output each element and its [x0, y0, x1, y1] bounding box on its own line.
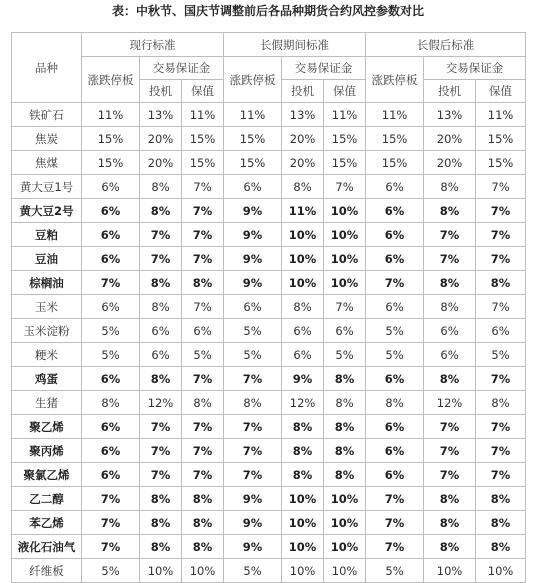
- table-cell: 7%: [424, 439, 476, 463]
- table-cell: 6%: [366, 463, 424, 487]
- table-cell: 13%: [140, 103, 182, 127]
- table-cell: 8%: [324, 415, 366, 439]
- table-cell: 8%: [182, 487, 224, 511]
- table-cell: 5%: [324, 343, 366, 367]
- table-cell: 8%: [140, 511, 182, 535]
- table-cell: 11%: [366, 103, 424, 127]
- table-cell: 10%: [424, 559, 476, 583]
- page-title: 表：中秋节、国庆节调整前后各品种期货合约风控参数对比: [111, 4, 424, 18]
- header-hedge: 保值: [476, 80, 526, 103]
- table-row: [12, 367, 526, 391]
- table-cell: 6%: [82, 415, 140, 439]
- product-name: 玉米淀粉: [12, 319, 82, 343]
- table-row: [12, 343, 526, 367]
- header-spec: 投机: [424, 80, 476, 103]
- table-cell: 7%: [476, 463, 526, 487]
- table-cell: 6%: [366, 295, 424, 319]
- product-name: 聚乙烯: [12, 415, 82, 439]
- table-cell: 9%: [224, 511, 282, 535]
- table-cell: 8%: [424, 175, 476, 199]
- table-row: [12, 199, 526, 223]
- table-cell: 7%: [82, 535, 140, 559]
- table-cell: 10%: [324, 559, 366, 583]
- table-cell: 6%: [366, 415, 424, 439]
- header-spec: 投机: [140, 80, 182, 103]
- table-cell: 7%: [324, 295, 366, 319]
- table-cell: 7%: [182, 463, 224, 487]
- table-cell: 12%: [282, 391, 324, 415]
- table-row: [12, 223, 526, 247]
- product-name: 乙二醇: [12, 487, 82, 511]
- table-cell: 7%: [424, 247, 476, 271]
- table-cell: 15%: [182, 127, 224, 151]
- product-name: 玉米: [12, 295, 82, 319]
- table-cell: 15%: [182, 151, 224, 175]
- header-hedge: 保值: [182, 80, 224, 103]
- table-cell: 8%: [140, 271, 182, 295]
- table-cell: 11%: [476, 103, 526, 127]
- table-cell: 5%: [82, 319, 140, 343]
- table-cell: 20%: [424, 151, 476, 175]
- table-cell: 20%: [282, 127, 324, 151]
- header-limit: 涨跌停板: [366, 57, 424, 103]
- table-cell: 5%: [182, 343, 224, 367]
- table-cell: 6%: [366, 199, 424, 223]
- table-cell: 7%: [140, 415, 182, 439]
- table-cell: 10%: [140, 559, 182, 583]
- product-name: 棕榈油: [12, 271, 82, 295]
- table-cell: 8%: [140, 295, 182, 319]
- table-cell: 6%: [182, 319, 224, 343]
- table-cell: 8%: [424, 367, 476, 391]
- table-cell: 7%: [182, 415, 224, 439]
- table-cell: 10%: [282, 535, 324, 559]
- table-cell: 7%: [82, 511, 140, 535]
- header-hedge: 保值: [324, 80, 366, 103]
- table-cell: 7%: [140, 247, 182, 271]
- table-cell: 7%: [366, 271, 424, 295]
- table-cell: 10%: [282, 487, 324, 511]
- table-cell: 7%: [476, 247, 526, 271]
- table-cell: 15%: [366, 151, 424, 175]
- table-cell: 7%: [366, 511, 424, 535]
- table-cell: 20%: [140, 127, 182, 151]
- table-cell: 7%: [476, 367, 526, 391]
- table-cell: 8%: [324, 463, 366, 487]
- table-cell: 6%: [366, 367, 424, 391]
- table-cell: 7%: [224, 439, 282, 463]
- header-group-current: 现行标准: [82, 33, 224, 57]
- table-cell: 8%: [140, 367, 182, 391]
- header-product: 品种: [12, 33, 82, 103]
- table-cell: 7%: [476, 223, 526, 247]
- table-cell: 7%: [476, 439, 526, 463]
- table-cell: 7%: [366, 535, 424, 559]
- table-cell: 11%: [182, 103, 224, 127]
- product-name: 聚氯乙烯: [12, 463, 82, 487]
- table-cell: 8%: [476, 271, 526, 295]
- table-row: [12, 559, 526, 583]
- table-cell: 8%: [140, 199, 182, 223]
- table-cell: 13%: [282, 103, 324, 127]
- table-cell: 5%: [476, 343, 526, 367]
- table-cell: 12%: [140, 391, 182, 415]
- table-cell: 8%: [140, 175, 182, 199]
- table-cell: 8%: [424, 535, 476, 559]
- table-cell: 20%: [140, 151, 182, 175]
- table-cell: 10%: [324, 199, 366, 223]
- table-row: [12, 415, 526, 439]
- table-cell: 8%: [282, 463, 324, 487]
- table-cell: 8%: [476, 535, 526, 559]
- table-cell: 9%: [224, 223, 282, 247]
- table-cell: 9%: [224, 247, 282, 271]
- table-cell: 5%: [224, 559, 282, 583]
- header-limit: 涨跌停板: [224, 57, 282, 103]
- table-cell: 7%: [182, 175, 224, 199]
- table-cell: 15%: [366, 127, 424, 151]
- table-cell: 8%: [424, 295, 476, 319]
- table-cell: 7%: [424, 223, 476, 247]
- table-cell: 6%: [224, 295, 282, 319]
- table-row: [12, 103, 526, 127]
- table-cell: 8%: [476, 511, 526, 535]
- table-cell: 7%: [476, 199, 526, 223]
- product-name: 聚丙烯: [12, 439, 82, 463]
- table-cell: 11%: [224, 103, 282, 127]
- header-group-after: 长假后标准: [366, 33, 526, 57]
- table-cell: 6%: [82, 463, 140, 487]
- table-cell: 13%: [424, 103, 476, 127]
- table-row: [12, 271, 526, 295]
- table-cell: 6%: [366, 175, 424, 199]
- table-cell: 5%: [224, 319, 282, 343]
- product-name: 豆粕: [12, 223, 82, 247]
- table-cell: 6%: [282, 343, 324, 367]
- table-row: [12, 295, 526, 319]
- table-cell: 6%: [324, 319, 366, 343]
- table-cell: 15%: [82, 127, 140, 151]
- table-cell: 15%: [476, 151, 526, 175]
- table-cell: 20%: [424, 127, 476, 151]
- table-cell: 8%: [424, 511, 476, 535]
- table-cell: 7%: [182, 367, 224, 391]
- product-name: 黄大豆2号: [12, 199, 82, 223]
- table-cell: 7%: [476, 415, 526, 439]
- table-cell: 6%: [476, 319, 526, 343]
- table-cell: 10%: [324, 487, 366, 511]
- table-cell: 10%: [324, 535, 366, 559]
- table-cell: 10%: [324, 271, 366, 295]
- table-cell: 11%: [324, 103, 366, 127]
- table-row: [12, 151, 526, 175]
- header-margin: 交易保证金: [282, 57, 366, 80]
- table-cell: 8%: [366, 391, 424, 415]
- table-cell: 7%: [224, 367, 282, 391]
- table-row: [12, 511, 526, 535]
- table-cell: 15%: [324, 127, 366, 151]
- table-cell: 7%: [182, 199, 224, 223]
- table-cell: 9%: [224, 535, 282, 559]
- table-row: [12, 391, 526, 415]
- header-limit: 涨跌停板: [82, 57, 140, 103]
- table-cell: 6%: [82, 367, 140, 391]
- table-cell: 10%: [324, 511, 366, 535]
- table-cell: 7%: [366, 487, 424, 511]
- table-cell: 10%: [282, 511, 324, 535]
- table-cell: 10%: [282, 247, 324, 271]
- table-cell: 6%: [140, 343, 182, 367]
- table-cell: 8%: [282, 175, 324, 199]
- table-cell: 10%: [476, 559, 526, 583]
- product-name: 黄大豆1号: [12, 175, 82, 199]
- table-cell: 6%: [282, 319, 324, 343]
- table-cell: 8%: [476, 391, 526, 415]
- product-name: 生猪: [12, 391, 82, 415]
- table-cell: 8%: [140, 535, 182, 559]
- product-name: 粳米: [12, 343, 82, 367]
- table-cell: 6%: [82, 175, 140, 199]
- table-cell: 15%: [224, 151, 282, 175]
- table-cell: 6%: [82, 199, 140, 223]
- table-cell: 5%: [366, 343, 424, 367]
- table-cell: 6%: [366, 223, 424, 247]
- table-row: [12, 463, 526, 487]
- table-cell: 10%: [324, 223, 366, 247]
- table-cell: 9%: [224, 487, 282, 511]
- product-name: 苯乙烯: [12, 511, 82, 535]
- table-cell: 6%: [366, 439, 424, 463]
- table-cell: 7%: [324, 175, 366, 199]
- table-row: [12, 487, 526, 511]
- table-cell: 7%: [224, 415, 282, 439]
- table-cell: 5%: [82, 343, 140, 367]
- table-cell: 6%: [82, 223, 140, 247]
- header-group-holiday: 长假期间标准: [224, 33, 366, 57]
- table-row: [12, 247, 526, 271]
- table-cell: 5%: [82, 559, 140, 583]
- table-cell: 7%: [140, 439, 182, 463]
- risk-parameter-table: [11, 32, 526, 583]
- table-cell: 7%: [140, 463, 182, 487]
- table-cell: 7%: [182, 223, 224, 247]
- table-cell: 8%: [324, 367, 366, 391]
- table-cell: 8%: [182, 511, 224, 535]
- table-cell: 8%: [424, 199, 476, 223]
- table-cell: 8%: [324, 439, 366, 463]
- table-cell: 15%: [224, 127, 282, 151]
- header-margin: 交易保证金: [424, 57, 526, 80]
- table-cell: 7%: [476, 295, 526, 319]
- table-cell: 15%: [476, 127, 526, 151]
- table-cell: 8%: [140, 487, 182, 511]
- table-cell: 7%: [140, 223, 182, 247]
- product-name: 液化石油气: [12, 535, 82, 559]
- table-cell: 9%: [224, 199, 282, 223]
- table-cell: 6%: [424, 343, 476, 367]
- table-cell: 20%: [282, 151, 324, 175]
- table-cell: 8%: [82, 391, 140, 415]
- table-row: [12, 175, 526, 199]
- table-cell: 7%: [82, 487, 140, 511]
- table-cell: 8%: [424, 271, 476, 295]
- table-cell: 9%: [282, 367, 324, 391]
- product-name: 纤维板: [12, 559, 82, 583]
- table-cell: 8%: [224, 391, 282, 415]
- table-row: [12, 319, 526, 343]
- table-cell: 5%: [366, 559, 424, 583]
- table-cell: 10%: [282, 223, 324, 247]
- table-cell: 6%: [366, 247, 424, 271]
- table-cell: 5%: [224, 343, 282, 367]
- header-spec: 投机: [282, 80, 324, 103]
- table-cell: 10%: [324, 247, 366, 271]
- table-cell: 7%: [424, 415, 476, 439]
- table-cell: 15%: [324, 151, 366, 175]
- table-cell: 7%: [182, 439, 224, 463]
- table-cell: 7%: [476, 175, 526, 199]
- table-cell: 8%: [424, 487, 476, 511]
- product-name: 鸡蛋: [12, 367, 82, 391]
- table-cell: 7%: [182, 295, 224, 319]
- table-row: [12, 439, 526, 463]
- table-cell: 6%: [140, 319, 182, 343]
- table-cell: 7%: [82, 271, 140, 295]
- table-cell: 10%: [282, 559, 324, 583]
- product-name: 焦炭: [12, 127, 82, 151]
- table-cell: 8%: [182, 391, 224, 415]
- table-cell: 8%: [282, 295, 324, 319]
- header-margin: 交易保证金: [140, 57, 224, 80]
- table-row: [12, 535, 526, 559]
- table-cell: 8%: [282, 439, 324, 463]
- table-cell: 7%: [224, 463, 282, 487]
- table-cell: 6%: [82, 439, 140, 463]
- table-row: [12, 127, 526, 151]
- table-cell: 12%: [424, 391, 476, 415]
- table-cell: 8%: [182, 271, 224, 295]
- table-cell: 7%: [424, 463, 476, 487]
- table-cell: 15%: [82, 151, 140, 175]
- product-name: 豆油: [12, 247, 82, 271]
- table-cell: 10%: [182, 559, 224, 583]
- table-cell: 8%: [182, 535, 224, 559]
- table-cell: 6%: [224, 175, 282, 199]
- table-cell: 8%: [282, 415, 324, 439]
- table-cell: 8%: [324, 391, 366, 415]
- table-cell: 5%: [366, 319, 424, 343]
- table-cell: 11%: [282, 199, 324, 223]
- table-cell: 7%: [182, 247, 224, 271]
- product-name: 焦煤: [12, 151, 82, 175]
- table-cell: 6%: [82, 295, 140, 319]
- table-cell: 10%: [282, 271, 324, 295]
- table-cell: 9%: [224, 271, 282, 295]
- table-cell: 6%: [424, 319, 476, 343]
- product-name: 铁矿石: [12, 103, 82, 127]
- table-cell: 6%: [82, 247, 140, 271]
- table-cell: 11%: [82, 103, 140, 127]
- table-cell: 8%: [476, 487, 526, 511]
